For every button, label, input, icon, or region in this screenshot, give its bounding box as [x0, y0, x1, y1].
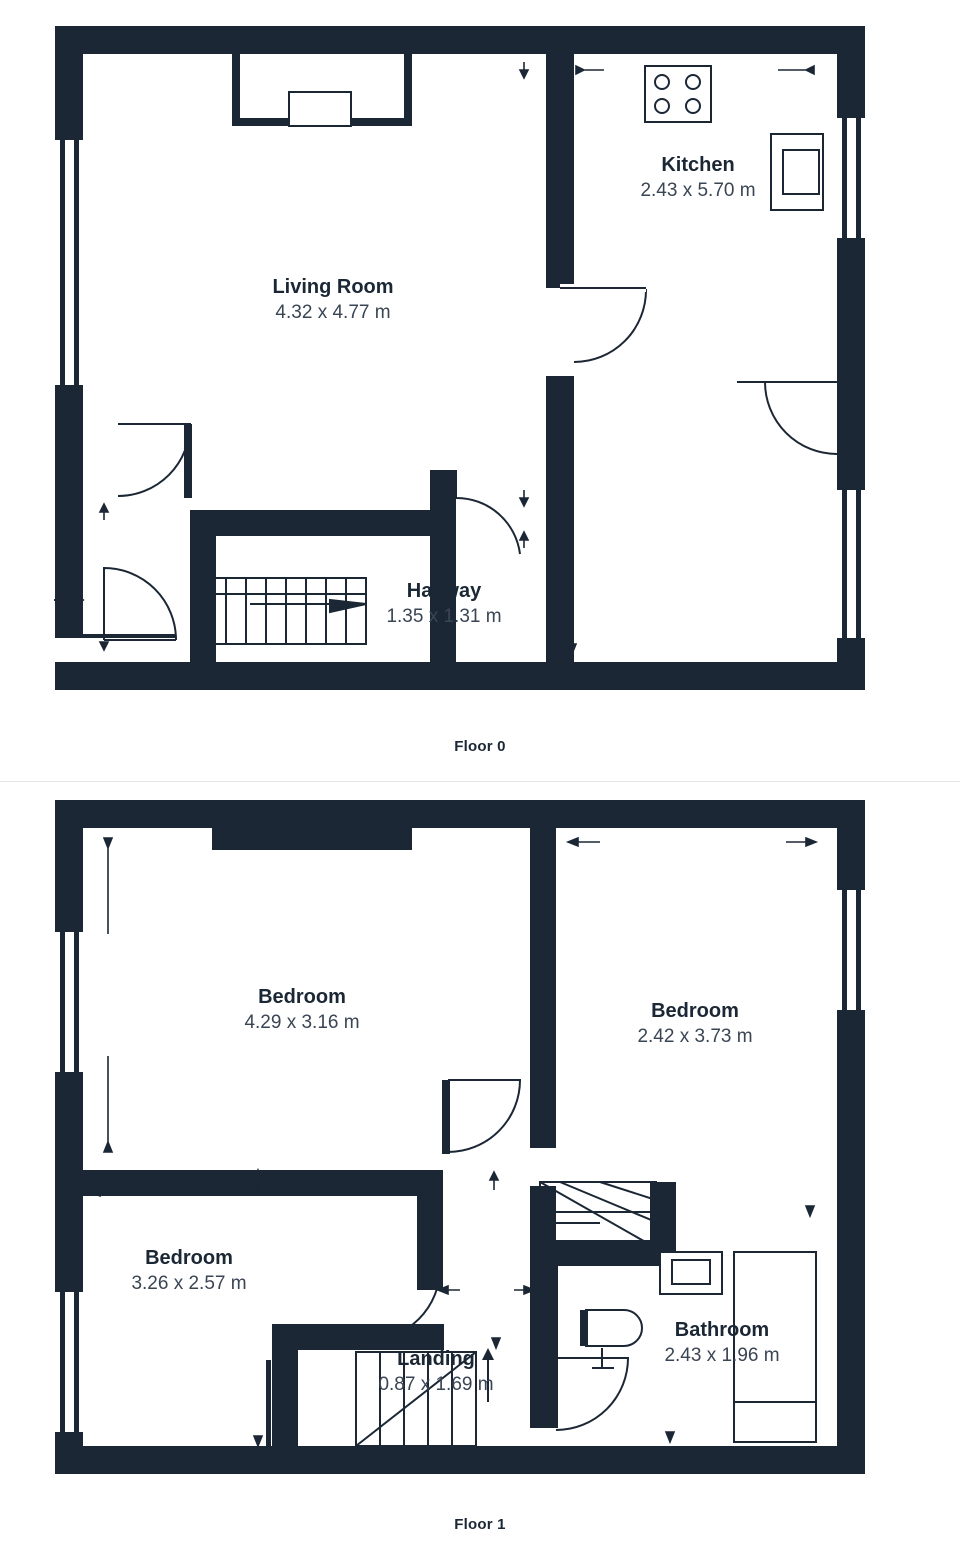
floor-1-caption: Floor 1 — [454, 1516, 506, 1533]
room-label — [131, 1245, 246, 1297]
room-label — [664, 1317, 779, 1369]
room-name: Landing — [397, 1348, 475, 1370]
room-label — [386, 578, 501, 630]
room-dimensions: 4.32 x 4.77 m — [275, 302, 391, 323]
room-label — [272, 274, 393, 326]
room-name: Living Room — [272, 276, 394, 298]
room-name: Bedroom — [258, 986, 346, 1008]
room-name: Bedroom — [651, 1000, 739, 1022]
room-dimensions: 3.26 x 2.57 m — [131, 1273, 247, 1294]
room-label — [378, 1346, 493, 1398]
room-name: Bedroom — [145, 1247, 233, 1269]
floor-0-caption: Floor 0 — [454, 738, 506, 755]
room-dimensions: 2.42 x 3.73 m — [637, 1026, 753, 1047]
floor-1-panel — [0, 782, 960, 1562]
room-name: Hallway — [406, 580, 482, 602]
room-dimensions: 2.43 x 1.96 m — [664, 1345, 780, 1366]
room-dimensions: 1.35 x 1.31 m — [386, 606, 502, 627]
room-name: Kitchen — [661, 154, 735, 176]
room-label — [244, 984, 359, 1036]
room-dimensions: 2.43 x 5.70 m — [640, 180, 756, 201]
room-dimensions: 0.87 x 1.69 m — [378, 1374, 494, 1395]
room-label — [640, 152, 755, 204]
room-dimensions: 4.29 x 3.16 m — [244, 1012, 360, 1033]
room-name: Bathroom — [674, 1319, 770, 1341]
floor-1-drawing — [0, 782, 960, 1562]
room-label — [637, 998, 752, 1050]
